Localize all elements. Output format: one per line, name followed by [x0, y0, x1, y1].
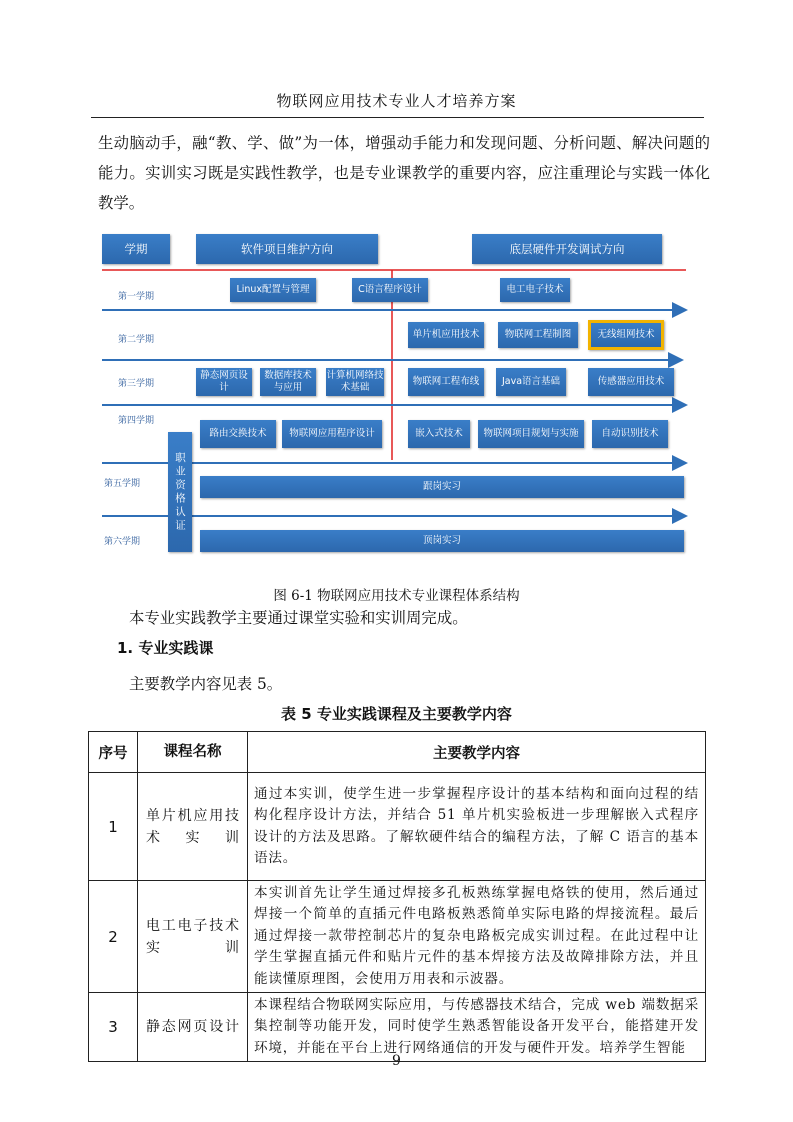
table-header-row	[89, 732, 706, 773]
internship-term-6: 顶岗实习	[200, 530, 684, 552]
course-iot-wiring: 物联网工程布线	[408, 368, 484, 396]
term-label-4: 第四学期	[118, 416, 155, 426]
certification-box: 职业资格认证	[168, 432, 192, 552]
table-title: 表 5 专业实践课程及主要教学内容	[281, 705, 512, 723]
term-label-5: 第五学期	[104, 479, 141, 489]
course-network: 计算机网络技术基础	[326, 368, 384, 396]
term-label-3: 第三学期	[118, 379, 155, 389]
course-iot-app: 物联网应用程序设计	[282, 420, 382, 448]
page-number: 9	[392, 1053, 401, 1069]
figure-caption: 图 6-1 物联网应用技术专业课程体系结构	[273, 588, 520, 604]
course-electronics: 电工电子技术	[500, 278, 570, 302]
header-content: 主要教学内容	[248, 732, 706, 773]
course-sensor: 传感器应用技术	[588, 368, 674, 396]
row-content: 本实训首先让学生通过焊接多孔板熟练掌握电烙铁的使用，然后通过焊接一个简单的直插元件电路板熟悉简单实际电路的焊接流程。最后通过焊接一款带控制芯片的复杂电路板完成实训过程。在此过程中让学生掌握直插元件和贴片元件的基本焊接方法及故障排除方法，并且能读懂原理图，会使用万用表和示波器。	[248, 881, 706, 993]
course-iot-drawing: 物联网工程制图	[498, 322, 578, 348]
table-row	[89, 773, 706, 881]
practice-course-table	[88, 731, 706, 1062]
row-content: 本课程结合物联网实际应用，与传感器技术结合，完成 web 端数据采集控制等功能开发，同时使学生熟悉智能设备开发平台，能搭建开发环境，并能在平台上进行网络通信的开发与硬件开发。培养学生智能	[248, 993, 706, 1062]
row-content: 通过本实训，使学生进一步掌握程序设计的基本结构和面向过程的结构化程序设计方法，并结合 51 单片机实验板进一步理解嵌入式程序设计的方法及思路。了解软硬件结合的编程方法，了解 C 语言的基本语法。	[248, 773, 706, 881]
intro-paragraph: 生动脑动手，融“教、学、做”为一体，增强动手能力和发现问题、分析问题、解决问题的能力。实训实习既是实践性教学，也是专业课教学的重要内容，应注重理论与实践一体化教学。	[98, 134, 710, 212]
header-course-name: 课程名称	[138, 732, 248, 773]
header-no: 序号	[89, 732, 138, 773]
hardware-direction-box: 底层硬件开发调试方向	[472, 234, 662, 264]
row-course-name: 电工电子技术实训	[138, 881, 248, 993]
term-label-2: 第二学期	[118, 335, 155, 345]
table-row	[89, 993, 706, 1062]
term-header-box: 学期	[102, 234, 170, 264]
course-database: 数据库技术与应用	[260, 368, 316, 396]
course-iot-project: 物联网项目规划与实施	[478, 420, 584, 448]
row-course-name: 单片机应用技术实训	[138, 773, 248, 881]
paragraph-see-table: 主要教学内容见表 5。	[129, 675, 283, 693]
software-direction-box: 软件项目维护方向	[196, 234, 378, 264]
row-course-name: 静态网页设计	[138, 993, 248, 1062]
table-row	[89, 881, 706, 993]
course-static-web: 静态网页设计	[196, 368, 252, 396]
row-no: 1	[89, 773, 138, 881]
page-header: 物联网应用技术专业人才培养方案	[276, 92, 517, 110]
term-label-1: 第一学期	[118, 292, 155, 302]
row-no: 2	[89, 881, 138, 993]
internship-term-5: 跟岗实习	[200, 476, 684, 498]
course-c-language: C语言程序设计	[352, 278, 428, 302]
header-rule	[91, 117, 704, 118]
paragraph-practice-teaching: 本专业实践教学主要通过课堂实验和实训周完成。	[129, 609, 468, 627]
course-linux: Linux配置与管理	[230, 278, 316, 302]
course-wireless-highlighted: 无线组网技术	[588, 320, 664, 350]
course-embedded: 嵌入式技术	[408, 420, 470, 448]
course-routing: 路由交换技术	[200, 420, 276, 448]
course-mcu: 单片机应用技术	[408, 322, 484, 348]
course-structure-diagram	[100, 230, 692, 562]
section-heading: 1. 专业实践课	[117, 639, 214, 657]
course-auto-id: 自动识别技术	[592, 420, 668, 448]
row-no: 3	[89, 993, 138, 1062]
course-java: Java语言基础	[496, 368, 566, 396]
term-label-6: 第六学期	[104, 537, 141, 547]
